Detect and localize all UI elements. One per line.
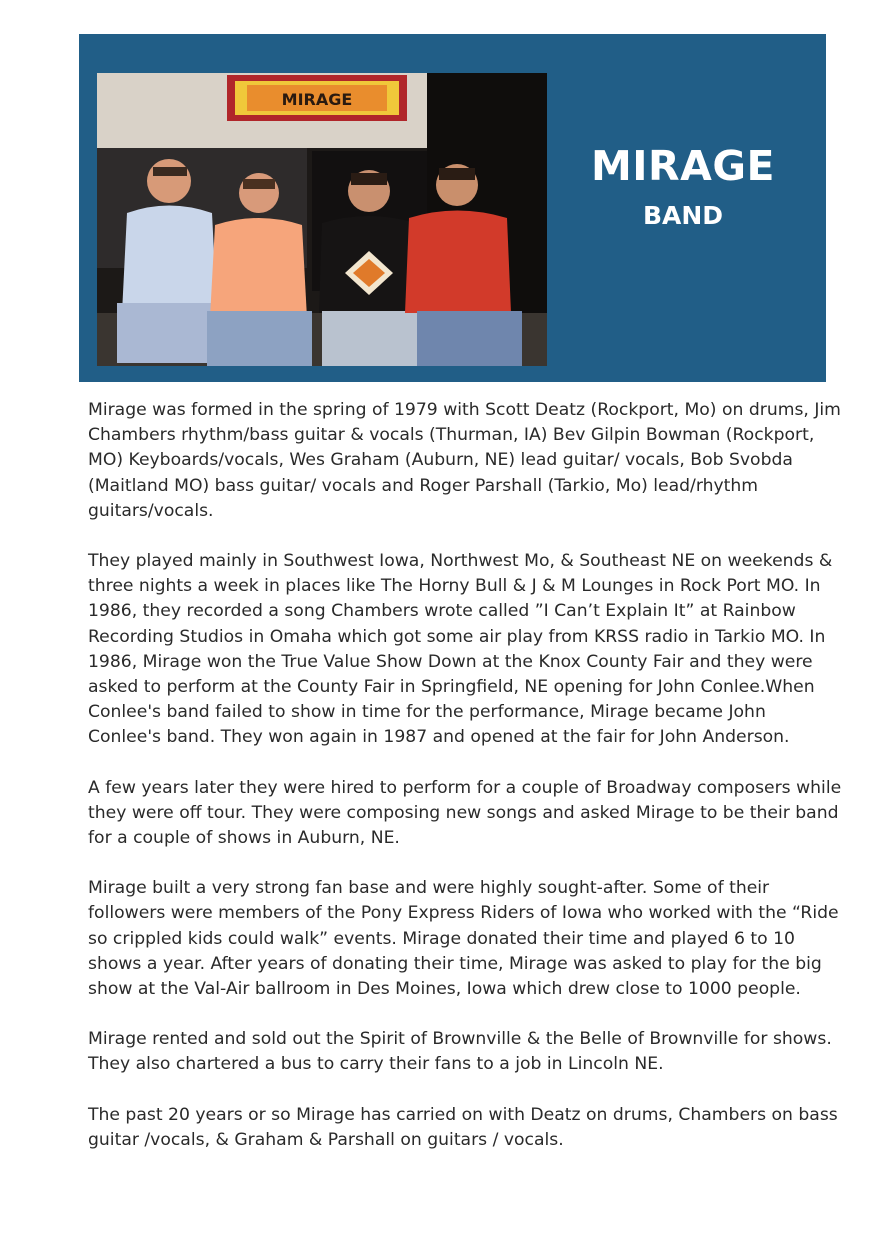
paragraph-fan-base: Mirage built a very strong fan base and were highly sought-after. Some of their followers were members of the Pony Express Riders of Iowa who worked with the “Ride so crippled kids could walk” events. Mirage donated their time and played 6 to 10 shows a year. After years of donating their time, Mirage was asked to play for the big show at the Val-Air ballroom in Des Moines, Iowa which drew close to 1000 people. bbox=[88, 878, 839, 1000]
page-title: MIRAGE bbox=[590, 142, 776, 190]
paragraph-broadway: A few years later they were hired to perform for a couple of Broadway composers while they were off tour. They were composing new songs and asked Mirage to be their band for a couple of shows in Auburn, NE. bbox=[88, 777, 842, 849]
article-body bbox=[88, 398, 843, 1178]
band-photo bbox=[97, 73, 547, 366]
band-photo-illustration bbox=[97, 73, 547, 366]
page-subtitle: BAND bbox=[642, 201, 724, 230]
paragraph-brownville: Mirage rented and sold out the Spirit of Brownville & the Belle of Brownville for shows. They also chartered a bus to carry their fans to a job in Lincoln NE. bbox=[88, 1029, 832, 1075]
sign-text: MIRAGE bbox=[281, 90, 353, 109]
paragraph-formation: Mirage was formed in the spring of 1979 with Scott Deatz (Rockport, Mo) on drums, Jim Chambers rhythm/bass guitar & vocals (Thurman, IA) Bev Gilpin Bowman (Rockport, MO) Keyboards/vocals, Wes Graham (Auburn, NE) lead guitar/ vocals, Bob Svobda (Maitland MO) bass guitar/ vocals and Roger Parshall (Tarkio, Mo) lead/rhythm guitars/vocals. bbox=[88, 400, 841, 521]
title-block bbox=[549, 142, 817, 230]
paragraph-venues: They played mainly in Southwest Iowa, Northwest Mo, & Southeast NE on weekends & three nights a week in places like The Horny Bull & J & M Lounges in Rock Port MO. In 1986, they recorded a song Chambers wrote called ”I Can’t Explain It” at Rainbow Recording Studios in Omaha which got some air play from KRSS radio in Tarkio MO. In 1986, Mirage won the True Value Show Down at the Knox County Fair and they were asked to perform at the County Fair in Springfield, NE opening for John Conlee.When Conlee's band failed to show in time for the performance, Mirage became John Conlee's band. They won again in 1987 and opened at the fair for John Anderson. bbox=[88, 551, 833, 748]
header-banner bbox=[79, 34, 826, 382]
paragraph-recent: The past 20 years or so Mirage has carried on with Deatz on drums, Chambers on bass guitar /vocals, & Graham & Parshall on guitars / vocals. bbox=[88, 1104, 838, 1150]
